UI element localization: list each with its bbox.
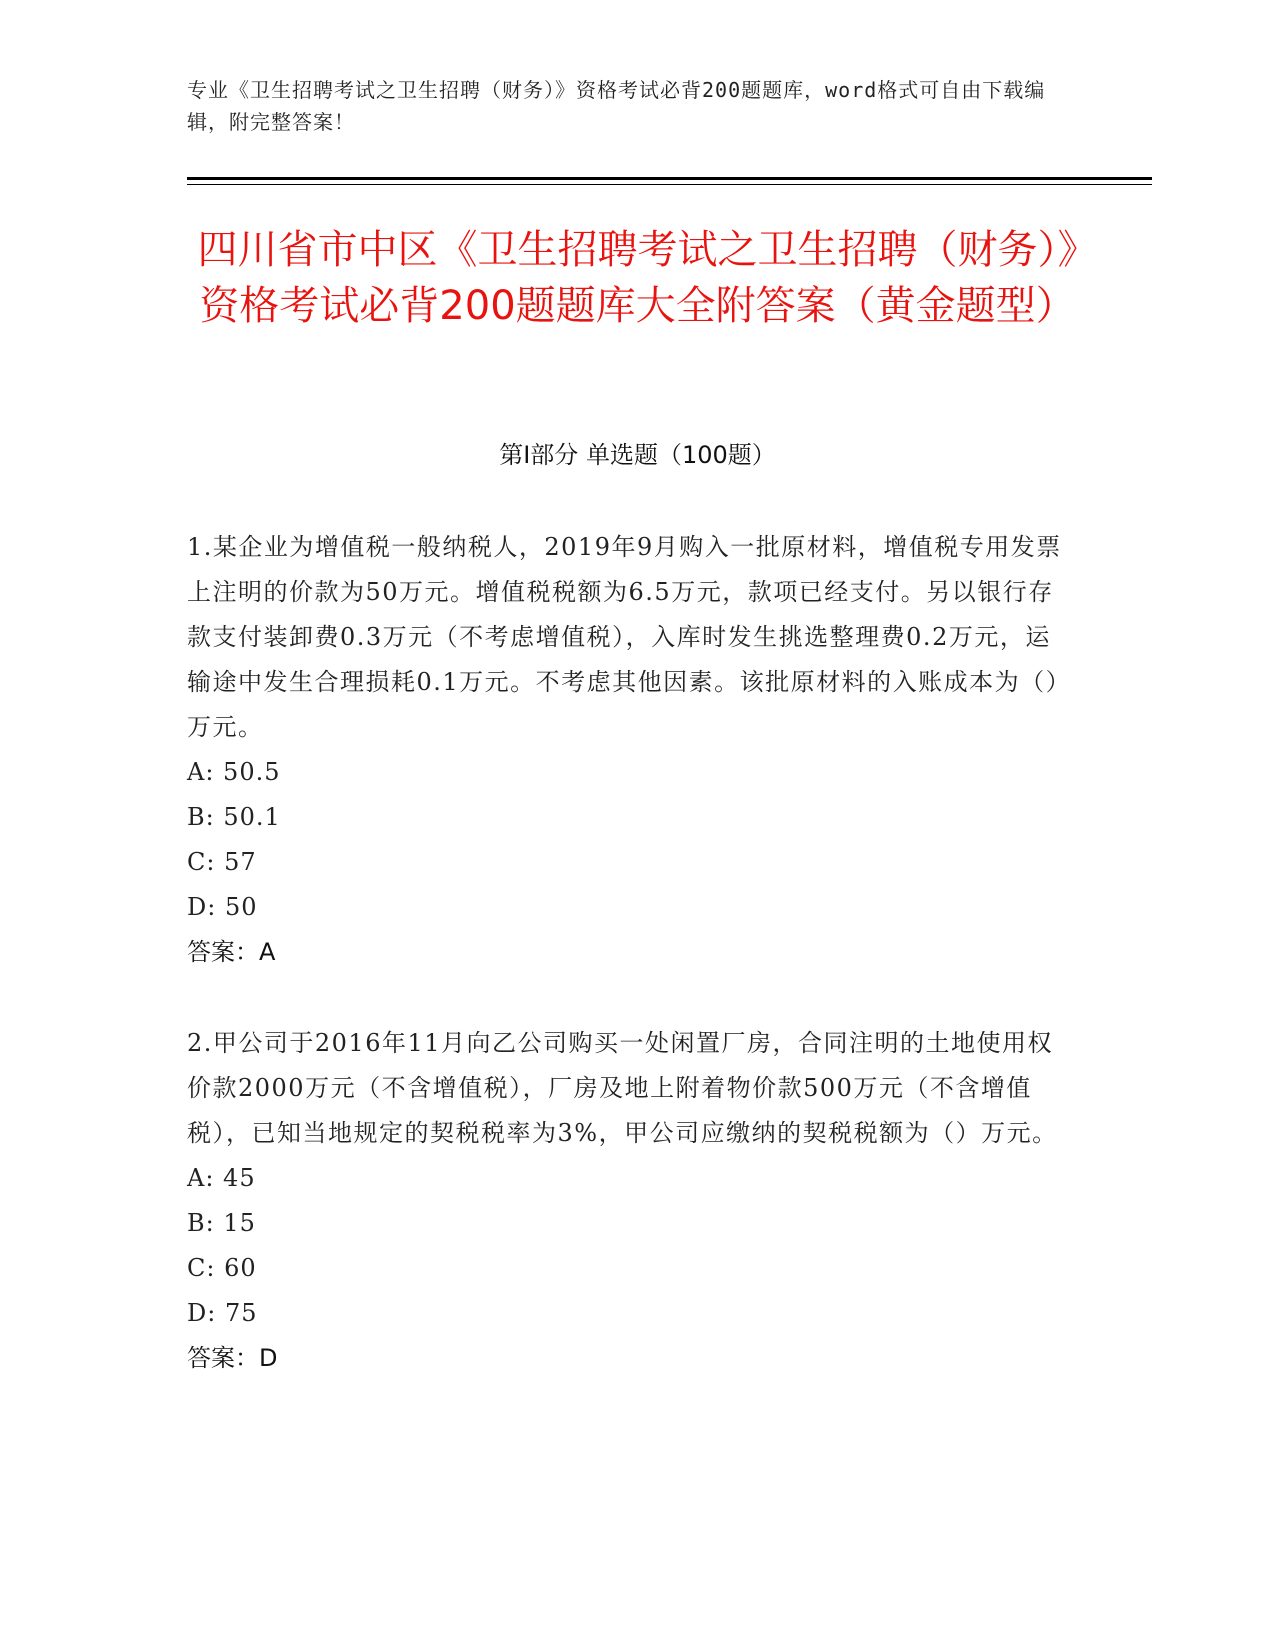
question-1 <box>187 525 1067 975</box>
question-stem: 1.某企业为增值税一般纳税人，2019年9月购入一批原材料，增值税专用发票上注明的价款为50万元。增值税税额为6.5万元，款项已经支付。另以银行存款支付装卸费0.3万元（不考虑增值税），入库时发生挑选整理费0.2万元，运输途中发生合理损耗0.1万元。不考虑其他因素。该批原材料的入账成本为（）万元。 <box>187 533 1062 741</box>
option-a: A: 50.5 <box>187 758 281 786</box>
option-b: B: 50.1 <box>187 803 281 831</box>
option-d: D: 50 <box>187 893 258 921</box>
question-2 <box>187 1021 1067 1381</box>
header-rule-thick <box>187 177 1152 180</box>
question-stem: 2.甲公司于2016年11月向乙公司购买一处闲置厂房，合同注明的土地使用权价款2000万元（不含增值税），厂房及地上附着物价款500万元（不含增值税），已知当地规定的契税税率为3%，甲公司应缴纳的契税税额为（）万元。 <box>187 1029 1058 1147</box>
option-c: C: 60 <box>187 1254 257 1282</box>
document-title: 四川省市中区《卫生招聘考试之卫生招聘（财务）》资格考试必背200题题库大全附答案（黄金题型） <box>197 227 1078 329</box>
header-note: 专业《卫生招聘考试之卫生招聘（财务）》资格考试必背200题题库，word格式可自由下载编辑，附完整答案！ <box>187 78 1046 134</box>
section-heading: 第I部分 单选题（100题） <box>499 441 776 469</box>
option-c: C: 57 <box>187 848 257 876</box>
option-d: D: 75 <box>187 1299 258 1327</box>
answer: 答案：A <box>187 938 276 966</box>
header-rule-thin <box>187 184 1152 185</box>
answer: 答案：D <box>187 1344 278 1372</box>
option-a: A: 45 <box>187 1164 256 1192</box>
option-b: B: 15 <box>187 1209 256 1237</box>
